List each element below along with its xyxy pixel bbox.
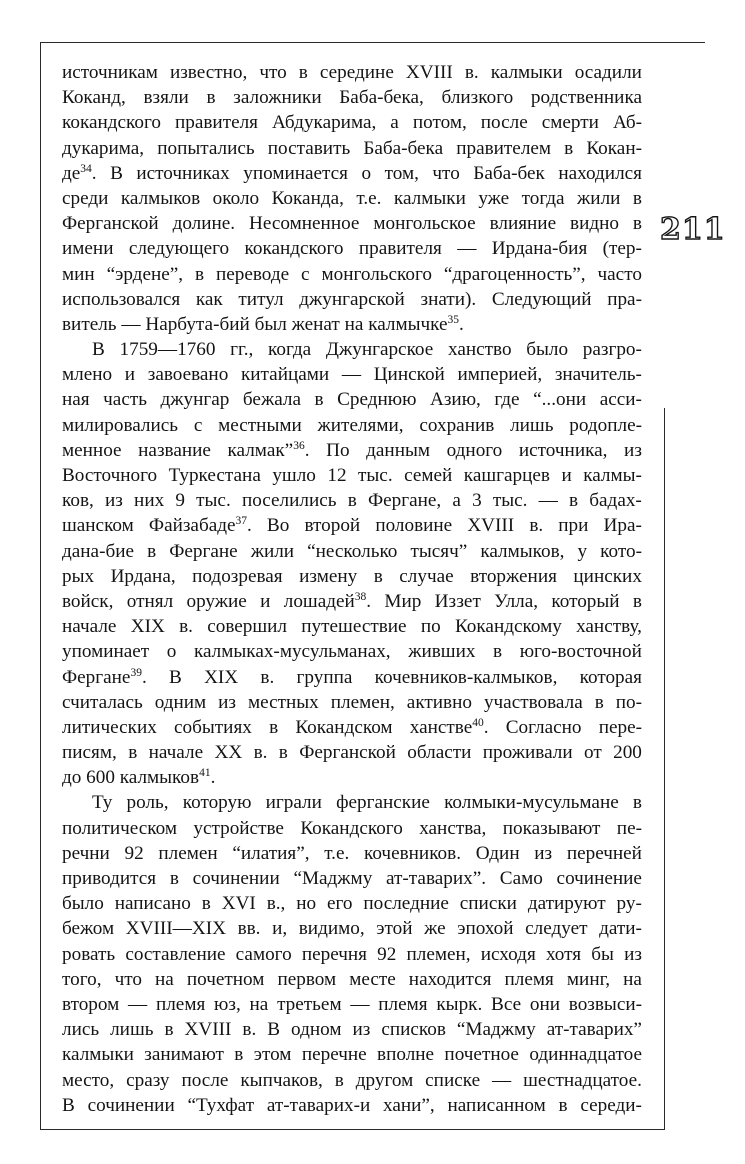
footnote-marker: 40 [472, 716, 484, 729]
text-line: Фергане$^{39}$. В XIX в. группа кочевников-калмыков, которая [62, 666, 642, 688]
text-line: ровать составление самого перечня 92 племен, исходя хотя бы из [62, 943, 642, 965]
text-line: источникам известно, что в середине XVIII в. калмыки осадили [62, 62, 642, 83]
text-line: считалась одним из местных племен, активно участвовала в по- [62, 691, 642, 713]
text-line: имени следующего кокандского правителя — Ирдана-бия (тер- [62, 238, 642, 260]
text-line: литических событиях в Кокандском ханстве$^{40}$. Согласно пере- [62, 716, 642, 738]
text-line: рых Ирдана, подозревая измену в случае вторжения цинских [62, 565, 642, 587]
text-line: милировались с местными жителями, сохранив лишь родопле- [62, 414, 642, 436]
text-line: Ферганской долине. Несомненное монгольское влияние видно в [62, 213, 642, 235]
text-line: Восточного Туркестана ушло 12 тыс. семей кашгарцев и калмы- [62, 465, 642, 486]
text-line: войск, отнял оружие и лошадей$^{38}$. Мир Иззет Улла, который в [62, 590, 642, 612]
text-line: начале XIX в. совершил путешествие по Кокандскому ханству, [62, 616, 642, 638]
footnote-marker: 38 [354, 590, 367, 603]
footnote-marker: 36 [293, 439, 305, 452]
text-line: писям, в начале XX в. в Ферганской области проживали от 200 [62, 742, 642, 764]
text-line: ная часть джунгар бежала в Среднюю Азию, где “...они асси- [62, 389, 642, 411]
text-line: калмыки занимают в этом перечне вполне почетное одиннадцатое [62, 1044, 642, 1066]
body-text [62, 60, 642, 1118]
text-line: до 600 калмыков$^{41}$. [62, 767, 216, 789]
footnote-marker: 35 [447, 313, 460, 326]
text-line: того, что на почетном первом месте находится племя минг, на [62, 968, 642, 990]
text-line: лись лишь в XVIII в. В одном из списков “Маджму ат-таварих” [62, 1019, 642, 1041]
text-line: упоминает о калмыках-мусульманах, живших в юго-восточной [62, 641, 642, 663]
text-line: Ту роль, которую играли ферганские колмыки-мусульмане в [92, 792, 642, 814]
text-line: бежом XVIII—XIX вв. и, видимо, этой же эпохой следует дати- [62, 918, 642, 940]
text-line: млено и завоевано китайцами — Цинской империей, значитель- [62, 364, 642, 386]
text-line: В сочинении “Тухфат ат-таварих-и хани”, написанном в середи- [62, 1094, 642, 1116]
text-line: втором — племя юз, на третьем — племя кырк. Все они возвыси- [62, 993, 642, 1015]
frame-bottom-rule [40, 1129, 665, 1130]
text-line: использовался как титул джунгарской знати). Следующий пра- [62, 288, 642, 310]
text-line: приводится в сочинении “Маджму ат-таварих”. Само сочинение [62, 868, 642, 889]
footnote-marker: 41 [199, 767, 211, 780]
text-line: $де^{34}$. В источниках упоминается о том, что Баба-бек находился [62, 162, 642, 184]
text-line: среди калмыков около Коканда, т.е. калмыки уже тогда жили в [62, 187, 642, 209]
text-line: менное название калмак”$^{36}$. По данным одного источника, из [62, 439, 642, 461]
text-line: дана-бие в Фергане жили “несколько тысяч” калмыков, у кото- [62, 540, 642, 562]
footnote-marker: 37 [235, 515, 248, 528]
footnote-marker: 39 [130, 666, 142, 679]
text-line: дукарима, попытались поставить Баба-бека правителем в Кокан- [62, 137, 642, 159]
text-line: В 1759—1760 гг., когда Джунгарское ханство было разгро- [92, 339, 642, 361]
text-line: кокандского правителя Абдукарима, а потом, после смерти Аб- [62, 112, 642, 134]
frame-top-rule [40, 42, 705, 43]
text-line: политическом устройстве Кокандского ханства, показывают пе- [62, 817, 642, 839]
text-line: мин “эрдене”, в переводе с монгольского “драгоценность”, часто [62, 263, 642, 285]
text-line: речни 92 племен “илатия”, т.е. кочевников. Один из перечней [62, 842, 642, 864]
text-line: Коканд, взяли в заложники Баба-бека, близкого родственника [62, 87, 642, 109]
footnote-marker: 34 [80, 162, 92, 175]
frame-left-rule [40, 42, 41, 1130]
page-number: 211 [660, 212, 726, 247]
frame-right-rule [664, 408, 665, 1130]
text-line: шанском Файзабаде$^{37}$. Во второй половине XVIII в. при Ира- [62, 515, 642, 537]
text-line: было написано в XVI в., но его последние списки датируют ру- [62, 893, 642, 915]
text-line: витель — Нарбута-бий был женат на калмычке$^{35}$. [62, 313, 464, 335]
text-line: место, сразу после кыпчаков, в другом списке — шестнадцатое. [62, 1069, 642, 1091]
text-line: ков, из них 9 тыс. поселились в Фергане, а 3 тыс. — в бадах- [62, 490, 642, 512]
